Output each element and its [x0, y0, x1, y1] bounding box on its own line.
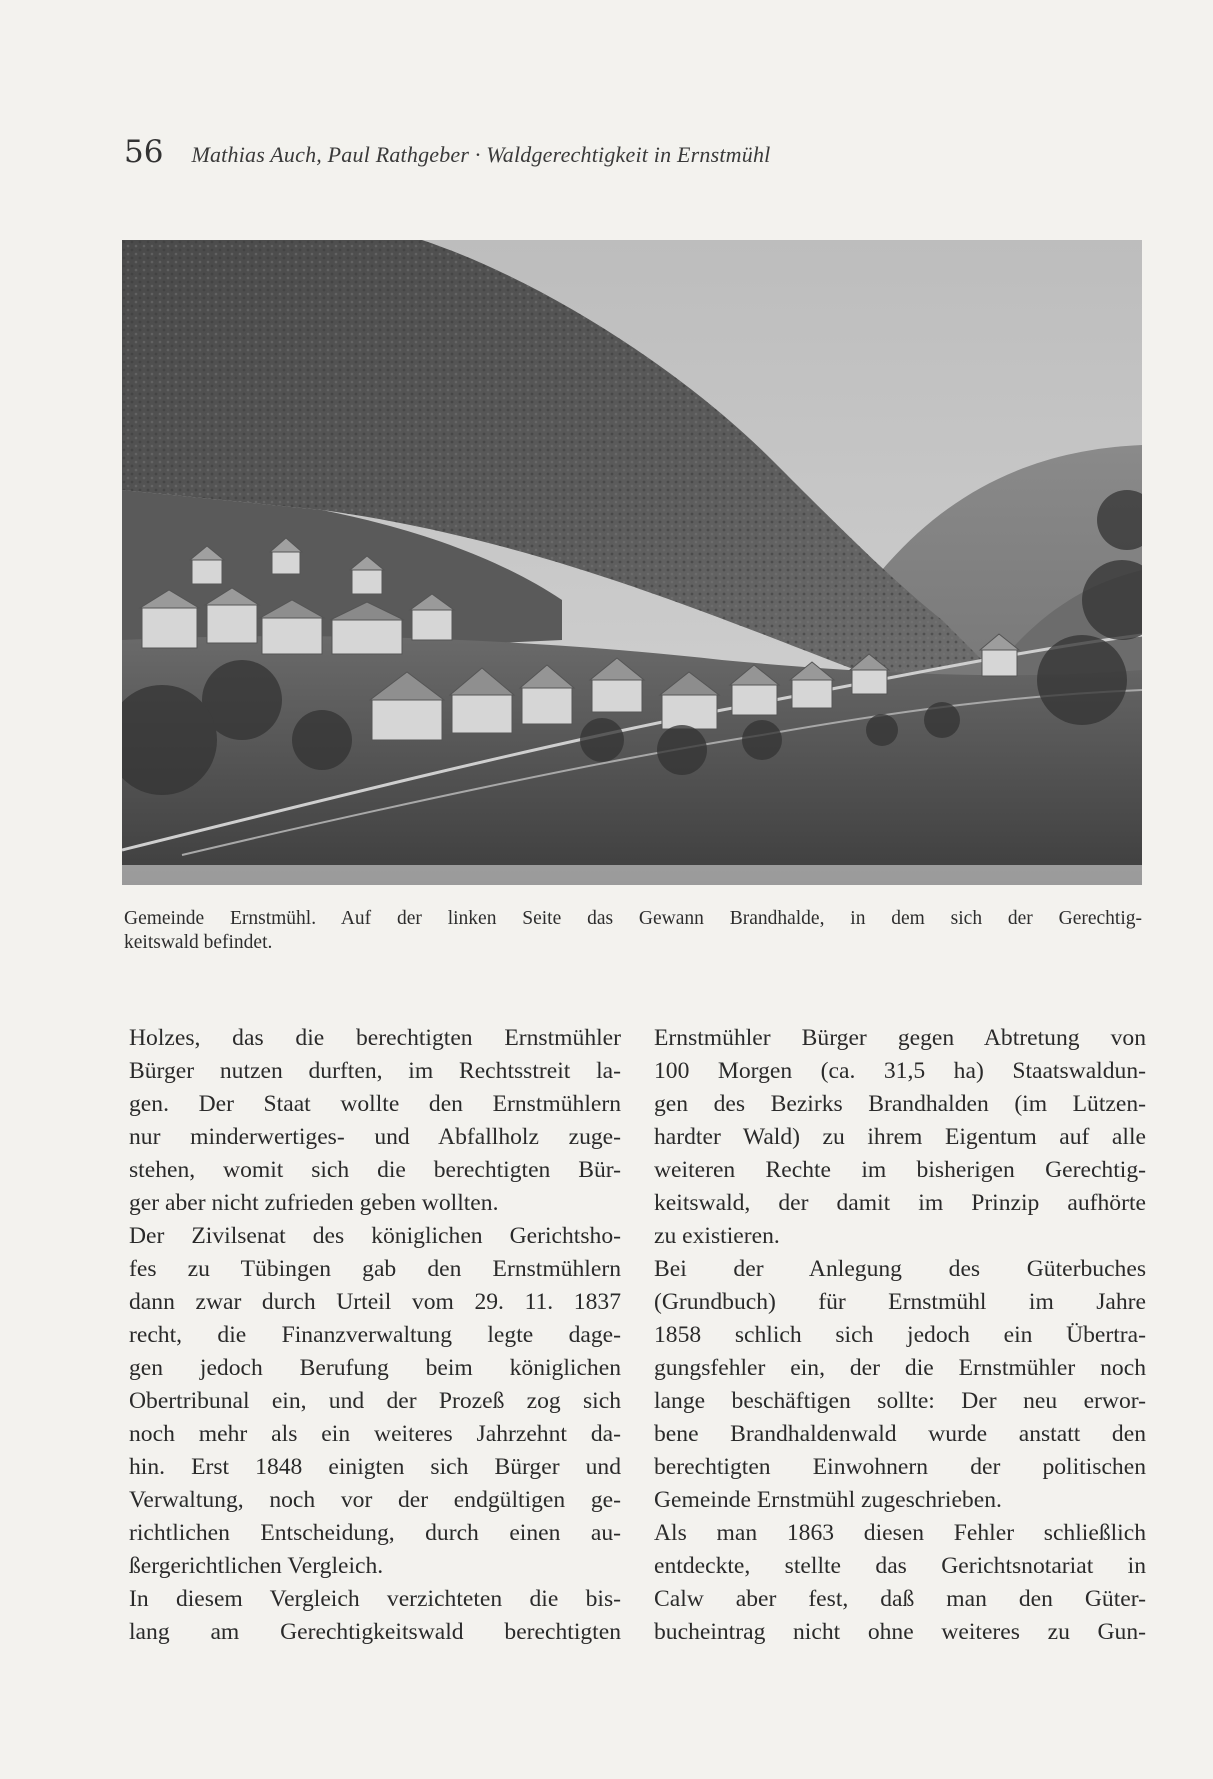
text-line: 1858 schlich sich jedoch ein Übertra-: [654, 1322, 1146, 1348]
text-line: bucheintrag nicht ohne weiteres zu Gun-: [654, 1619, 1146, 1645]
text-line: berechtigten Einwohnern der politischen: [654, 1454, 1146, 1480]
text-column-left: [129, 1022, 621, 1649]
text-line: zu existieren.: [654, 1223, 780, 1249]
text-line: (Grundbuch) für Ernstmühl im Jahre: [654, 1289, 1146, 1315]
valley-photograph: [122, 240, 1142, 885]
text-line: fes zu Tübingen gab den Ernstmühlern: [129, 1256, 621, 1282]
running-title: Mathias Auch, Paul Rathgeber · Waldgerechtigkeit in Ernstmühl: [191, 142, 771, 167]
text-line: richtlichen Entscheidung, durch einen au-: [129, 1520, 621, 1546]
page-number: 56: [124, 134, 164, 170]
text-line: nur minderwertiges- und Abfallholz zuge-: [129, 1124, 621, 1150]
text-line: Holzes, das die berechtigten Ernstmühler: [129, 1025, 621, 1051]
text-line: gen des Bezirks Brandhalden (im Lützen-: [654, 1091, 1146, 1117]
text-line: ger aber nicht zufrieden geben wollten.: [129, 1190, 499, 1216]
text-line: Gemeinde Ernstmühl zugeschrieben.: [654, 1487, 1002, 1513]
text-line: lang am Gerechtigkeitswald berechtigten: [129, 1619, 621, 1645]
text-line: dann zwar durch Urteil vom 29. 11. 1837: [129, 1289, 621, 1315]
text-line: Obertribunal ein, und der Prozeß zog sich: [129, 1388, 621, 1414]
text-line: In diesem Vergleich verzichteten die bis-: [129, 1586, 621, 1612]
text-line: stehen, womit sich die berechtigten Bür-: [129, 1157, 621, 1183]
text-line: gen jedoch Berufung beim königlichen: [129, 1355, 621, 1381]
caption-line: Gemeinde Ernstmühl. Auf der linken Seite das Gewann Brandhalde, in dem sich der Gerechtig-: [124, 908, 1142, 929]
text-line: recht, die Finanzverwaltung legte dage-: [129, 1322, 621, 1348]
text-line: hin. Erst 1848 einigten sich Bürger und: [129, 1454, 621, 1480]
text-line: ßergerichtlichen Vergleich.: [129, 1553, 384, 1579]
text-line: gungsfehler ein, der die Ernstmühler noch: [654, 1355, 1146, 1381]
text-line: Verwaltung, noch vor der endgültigen ge-: [129, 1487, 621, 1513]
text-line: noch mehr als ein weiteres Jahrzehnt da-: [129, 1421, 621, 1447]
text-line: Der Zivilsenat des königlichen Gerichtsho-: [129, 1223, 621, 1249]
figure-caption: [124, 907, 1142, 955]
page-header: [124, 134, 1024, 174]
text-line: Bürger nutzen durften, im Rechtsstreit la-: [129, 1058, 621, 1084]
text-line: keitswald, der damit im Prinzip aufhörte: [654, 1190, 1146, 1216]
text-line: Als man 1863 diesen Fehler schließlich: [654, 1520, 1146, 1546]
text-line: weiteren Rechte im bisherigen Gerechtig-: [654, 1157, 1146, 1183]
text-line: Ernstmühler Bürger gegen Abtretung von: [654, 1025, 1146, 1051]
text-line: Bei der Anlegung des Güterbuches: [654, 1256, 1146, 1282]
text-line: bene Brandhaldenwald wurde anstatt den: [654, 1421, 1146, 1447]
text-line: entdeckte, stellte das Gerichtsnotariat in: [654, 1553, 1146, 1579]
text-column-right: [654, 1022, 1146, 1649]
text-line: hardter Wald) zu ihrem Eigentum auf alle: [654, 1124, 1146, 1150]
text-line: gen. Der Staat wollte den Ernstmühlern: [129, 1091, 621, 1117]
text-line: lange beschäftigen sollte: Der neu erwor-: [654, 1388, 1146, 1414]
text-line: 100 Morgen (ca. 31,5 ha) Staatswaldun-: [654, 1058, 1146, 1084]
text-line: Calw aber fest, daß man den Güter-: [654, 1586, 1146, 1612]
caption-line: keitswald befindet.: [124, 932, 273, 953]
